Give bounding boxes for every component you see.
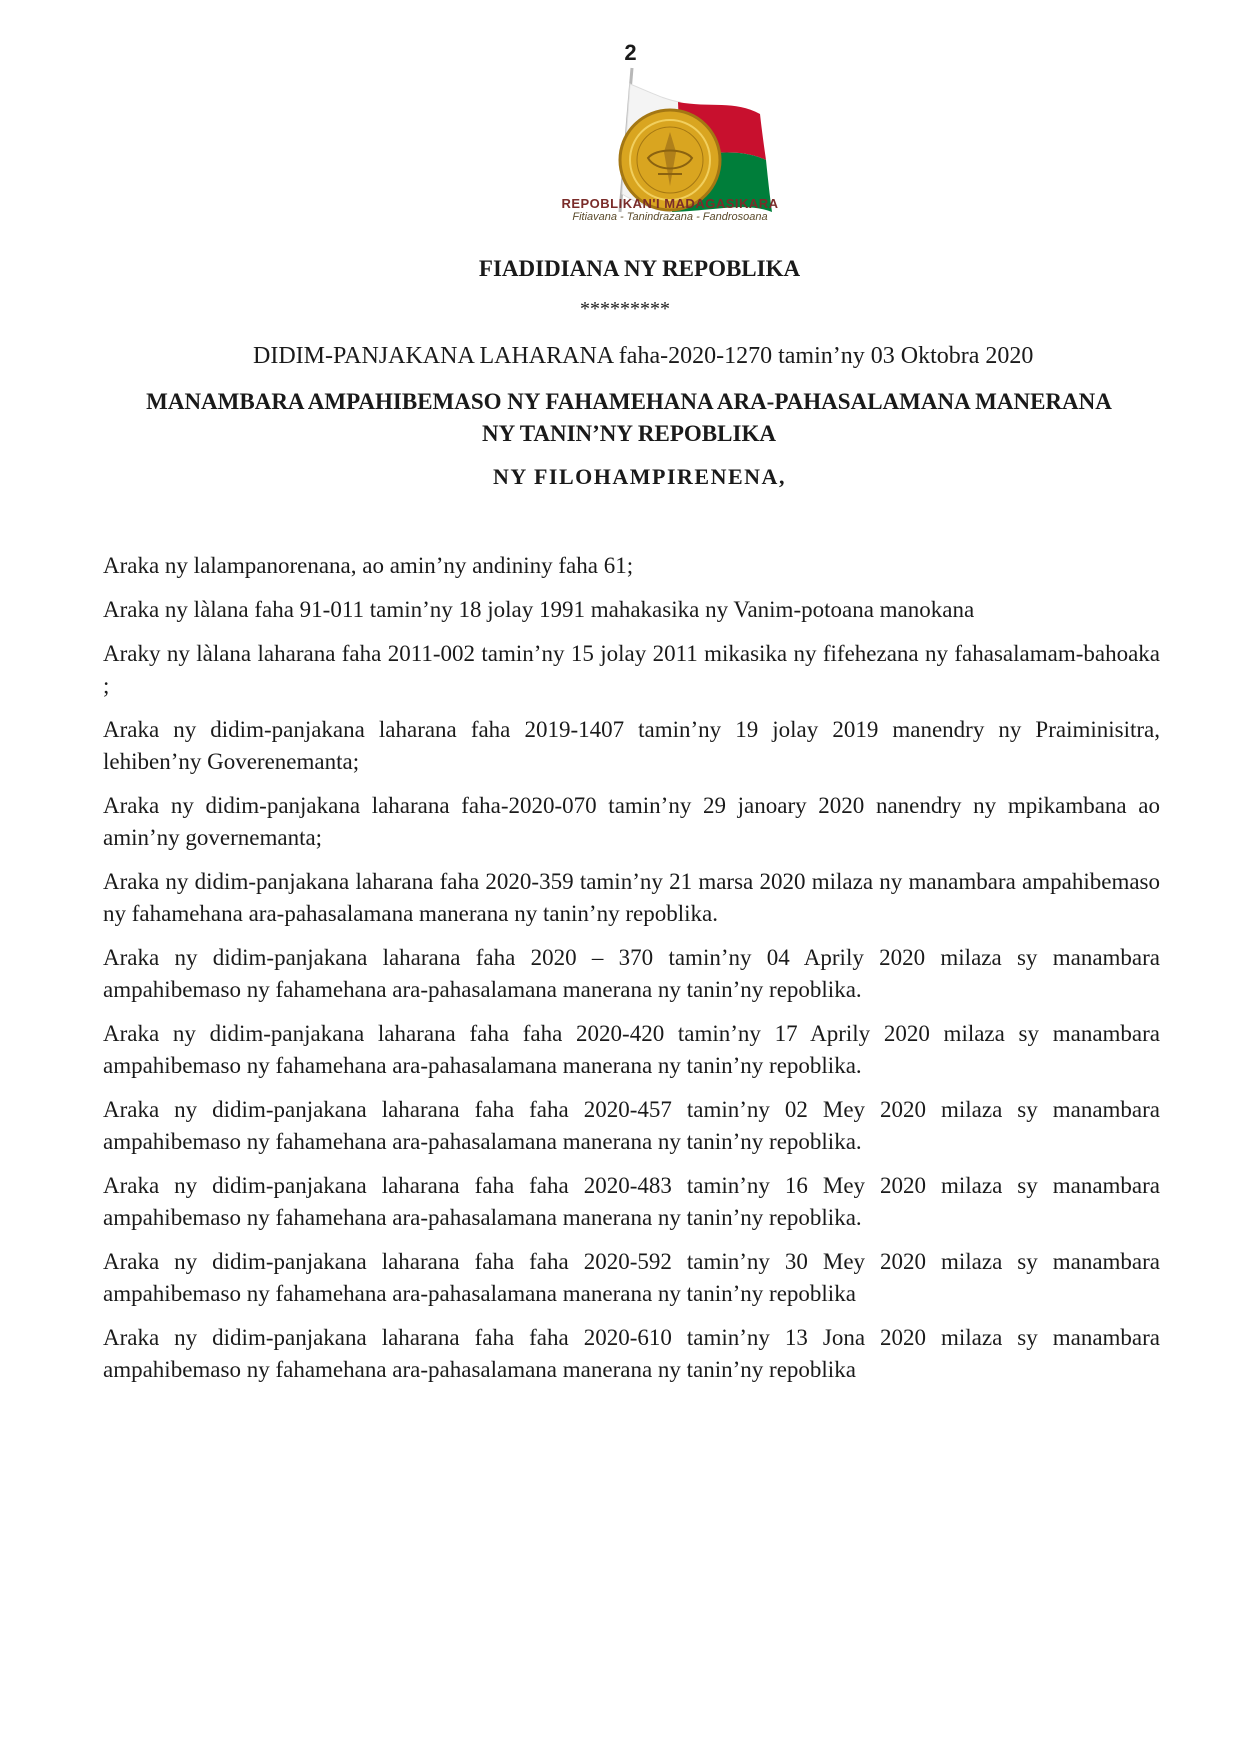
whereas-clause: Araka ny didim-panjakana laharana faha faha 2020-610 tamin’ny 13 Jona 2020 milaza sy manambara ampahibemaso ny fahamehana ara-pahasalamana manerana ny tanin’ny repoblika bbox=[103, 1325, 1160, 1382]
whereas-clauses bbox=[103, 550, 1160, 1398]
page-number: 2 bbox=[624, 40, 637, 65]
logo-caption bbox=[520, 196, 820, 223]
whereas-clause: Araka ny didim-panjakana laharana faha faha 2020-483 tamin’ny 16 Mey 2020 milaza sy manambara ampahibemaso ny fahamehana ara-pahasalamana manerana ny tanin’ny repoblika. bbox=[103, 1173, 1160, 1230]
whereas-clause: Araka ny didim-panjakana laharana faha 2019-1407 tamin’ny 19 jolay 2019 manendry ny Praiminisitra, lehiben’ny Goverenemanta; bbox=[103, 717, 1160, 774]
decree-title bbox=[100, 386, 1158, 450]
whereas-clause: Araka ny lalampanorenana, ao amin’ny andininy faha 61; bbox=[103, 553, 634, 578]
whereas-clause: Araka ny didim-panjakana laharana faha faha 2020-420 tamin’ny 17 Aprily 2020 milaza sy manambara ampahibemaso ny fahamehana ara-pahasalamana manerana ny tanin’ny repoblika. bbox=[103, 1021, 1160, 1078]
president-heading: NY FILOHAMPIRENENA, bbox=[493, 464, 786, 489]
national-motto: Fitiavana - Tanindrazana - Fandrosoana bbox=[572, 211, 768, 223]
decree-title-line-1: MANAMBARA AMPAHIBEMASO NY FAHAMEHANA ARA-PAHASALAMANA MANERANA bbox=[146, 389, 1112, 414]
whereas-clause: Araka ny làlana faha 91-011 tamin’ny 18 jolay 1991 mahakasika ny Vanim-potoana manokana bbox=[103, 597, 975, 622]
whereas-clause: Araka ny didim-panjakana laharana faha 2020-359 tamin’ny 21 marsa 2020 milaza ny manambara ampahibemaso ny fahamehana ara-pahasalamana manerana ny tanin’ny repoblika. bbox=[103, 869, 1160, 926]
whereas-clause: Araka ny didim-panjakana laharana faha-2020-070 tamin’ny 29 janoary 2020 nanendry ny mpikambana ao amin’ny governemanta; bbox=[103, 793, 1160, 850]
whereas-clause: Araka ny didim-panjakana laharana faha 2020 – 370 tamin’ny 04 Aprily 2020 milaza sy manambara ampahibemaso ny fahamehana ara-pahasalamana manerana ny tanin’ny repoblika. bbox=[103, 945, 1160, 1002]
whereas-clause: Araka ny didim-panjakana laharana faha faha 2020-457 tamin’ny 02 Mey 2020 milaza sy manambara ampahibemaso ny fahamehana ara-pahasalamana manerana ny tanin’ny repoblika. bbox=[103, 1097, 1160, 1154]
whereas-clause: Araka ny didim-panjakana laharana faha faha 2020-592 tamin’ny 30 Mey 2020 milaza sy manambara ampahibemaso ny fahamehana ara-pahasalamana manerana ny tanin’ny repoblika bbox=[103, 1249, 1160, 1306]
republic-name: REPOBLIKAN'I MADAGASIKARA bbox=[561, 196, 779, 211]
decree-reference: DIDIM-PANJAKANA LAHARANA faha-2020-1270 tamin’ny 03 Oktobra 2020 bbox=[253, 343, 1034, 369]
presidency-heading: FIADIDIANA NY REPOBLIKA bbox=[478, 256, 801, 281]
separator-stars: ********* bbox=[580, 298, 670, 320]
whereas-clause: Araky ny làlana laharana faha 2011-002 tamin’ny 15 jolay 2011 mikasika ny fifehezana ny fahasalamam-bahoaka ; bbox=[103, 641, 1160, 698]
decree-title-line-2: NY TANIN’NY REPOBLIKA bbox=[482, 421, 776, 446]
